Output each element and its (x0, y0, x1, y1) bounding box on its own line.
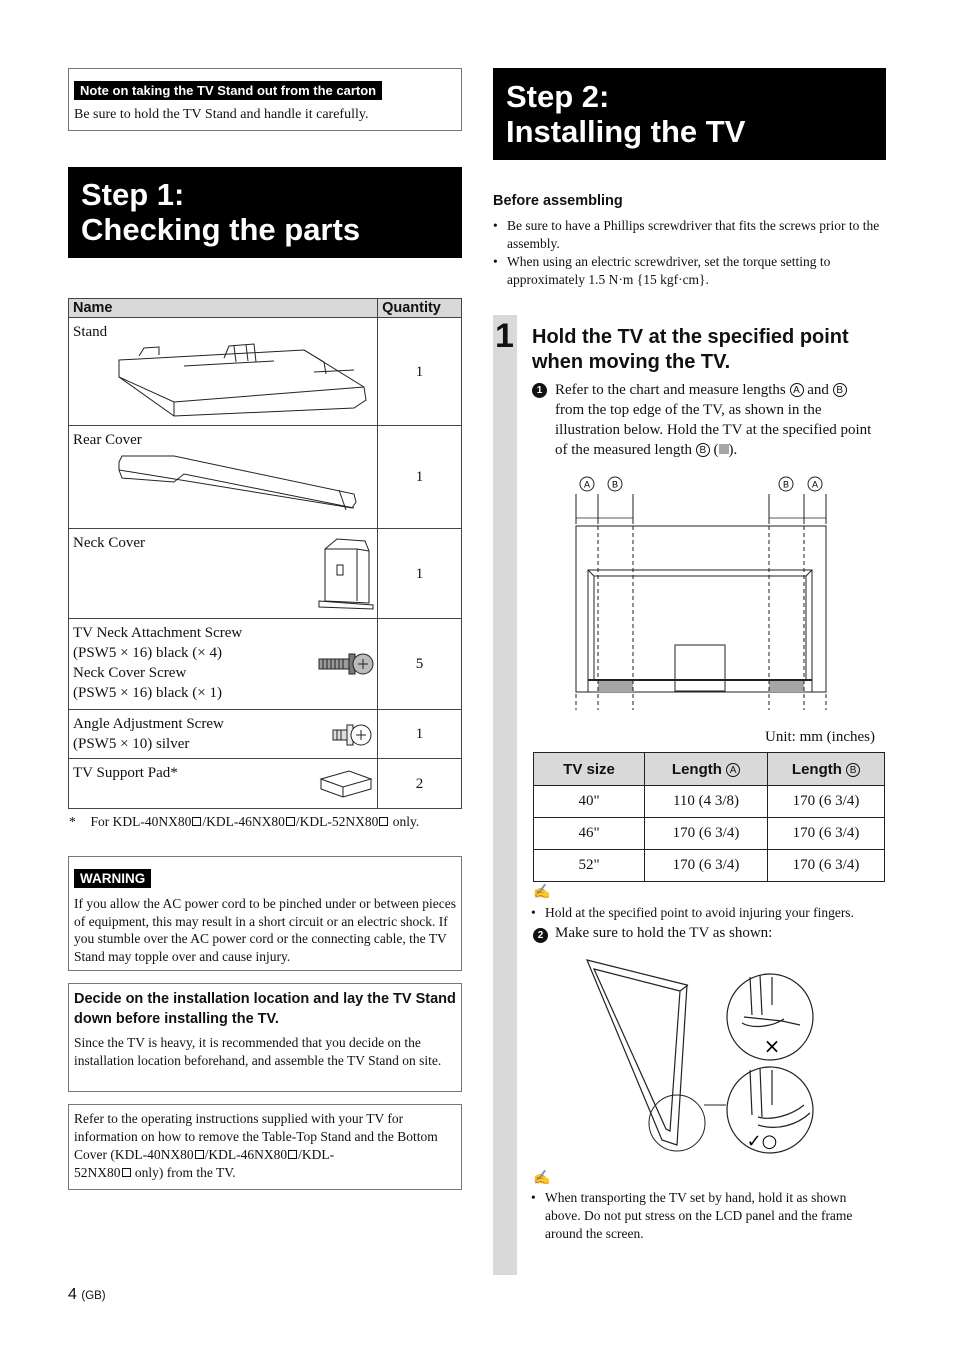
label-a-icon: A (790, 383, 804, 397)
grip-area-right (769, 680, 804, 692)
tv-holding-illustration (582, 955, 822, 1155)
model-placeholder-icon (286, 817, 295, 826)
part-name-line: TV Neck Attachment Screw (73, 625, 243, 641)
refer-text-1: Refer to the operating instructions supplied with your TV for information on how to remove the Table-Top Stand and the Bottom Cover (KDL-40NX80 (74, 1111, 438, 1162)
substep-1-text-b: from the top edge of the TV, as shown in the illustration below. Hold the TV at the specified point of the measured length (555, 402, 872, 458)
part-name: Neck Cover (73, 535, 146, 551)
refer-text-2: /KDL-46NX80 (204, 1147, 288, 1162)
footnote-text-2: /KDL-46NX80 (202, 814, 285, 829)
location-text: Since the TV is heavy, it is recommended that you decide on the installation location beforehand, and assemble the TV Stand on site. (74, 1035, 442, 1068)
footnote-text-1: For KDL-40NX80 (90, 814, 192, 829)
part-qty: 1 (378, 710, 462, 759)
model-placeholder-icon (288, 1150, 297, 1159)
step-item-number: 1 (495, 317, 514, 355)
table-row (534, 818, 885, 850)
diagram-label-a: A (811, 479, 819, 490)
substep-2-badge: 2 (533, 928, 548, 943)
location-title: Decide on the installation location and lay the TV Stand down before installing the TV. (74, 991, 456, 1027)
substep-1-text-c: ). (728, 442, 738, 458)
footnote-mark: * (69, 814, 76, 829)
part-qty: 1 (378, 318, 462, 426)
screw-long-illustration (317, 649, 377, 679)
unit-label: Unit: mm (inches) (765, 729, 875, 745)
wrong-hold-mark: × (763, 1034, 781, 1058)
diagram-label-b: B (611, 479, 619, 490)
before-assembling-title: Before assembling (493, 193, 623, 209)
rear-cover-illustration (114, 452, 374, 522)
carton-note-box (68, 68, 462, 131)
table-cell: 52" (534, 850, 645, 882)
table-cell: 40" (534, 786, 645, 818)
part-row-stand (69, 318, 378, 426)
page-number (68, 1286, 106, 1304)
part-name-line: Angle Adjustment Screw (73, 716, 224, 732)
refer-text-3: /KDL- (298, 1147, 335, 1162)
model-placeholder-icon (192, 817, 201, 826)
warning-box (68, 856, 462, 971)
model-placeholder-icon (122, 1168, 131, 1177)
note-pencil-icon: ✍ (533, 1171, 551, 1186)
substep-1-badge: 1 (532, 383, 547, 398)
part-name-line: (PSW5 × 16) black (× 4) (73, 645, 222, 661)
part-qty: 2 (378, 759, 462, 809)
carton-note-title: Note on taking the TV Stand out from the carton (74, 81, 382, 100)
label-b-icon: B (696, 443, 710, 457)
tv-size-table (533, 752, 885, 882)
length-a-text: Length (671, 760, 722, 778)
diagram-label-b: B (782, 479, 790, 490)
part-name: Rear Cover (73, 432, 142, 448)
part-name: TV Support Pad* (73, 765, 178, 781)
refer-text-4: 52NX80 (74, 1165, 121, 1180)
table-cell: 110 (4 3/8) (645, 786, 768, 818)
step2-line1: Step 2: (506, 79, 610, 114)
length-b-text: Length (791, 760, 842, 778)
label-b-icon: B (846, 763, 860, 777)
list-item: • When transporting the TV set by hand, hold it as shown above. Do not put stress on the LCD panel and the frame around the screen. (531, 1189, 881, 1243)
model-placeholder-icon (195, 1150, 204, 1159)
part-qty: 5 (378, 619, 462, 710)
parts-footnote (69, 814, 419, 830)
table-row (534, 786, 885, 818)
substep-2-text: Make sure to hold the TV as shown: (555, 925, 773, 941)
page-number-suffix: (GB) (81, 1290, 106, 1302)
table-cell: 170 (6 3/4) (645, 818, 768, 850)
parts-header-name: Name (69, 299, 378, 318)
substep-1-text-and: and (807, 382, 829, 398)
part-name: Stand (73, 324, 108, 340)
part-name-line: (PSW5 × 16) black (× 1) (73, 685, 222, 701)
note-1-list (531, 904, 886, 922)
step-item-heading: Hold the TV at the specified point when moving the TV. (532, 326, 849, 373)
part-row-neck-screw (69, 619, 378, 710)
part-qty: 1 (378, 426, 462, 529)
correct-hold-mark: ✓○ (746, 1131, 778, 1152)
step1-banner (68, 167, 462, 258)
footnote-text-4: only. (389, 814, 420, 829)
screw-short-illustration (331, 720, 375, 750)
list-item: • Hold at the specified point to avoid injuring your fingers. (531, 904, 886, 922)
size-header-tv: TV size (534, 753, 645, 786)
neck-cover-illustration (317, 537, 377, 615)
footnote-text-3: /KDL-52NX80 (295, 814, 379, 829)
part-row-angle-screw (69, 710, 378, 759)
support-pad-illustration (319, 767, 373, 801)
diagram-label-a: A (583, 479, 591, 490)
warning-text: If you allow the AC power cord to be pinched under or between pieces of equipment, this may result in a short circuit or an electric shock. If you stumble over the AC power cord or the connecting cable, the TV Stand may topple over and cause injury. (74, 896, 457, 964)
location-box (68, 983, 462, 1092)
size-header-length-b (768, 753, 885, 786)
part-qty: 1 (378, 529, 462, 619)
part-row-rear-cover (69, 426, 378, 529)
part-row-neck-cover (69, 529, 378, 619)
step1-line1: Step 1: (81, 177, 185, 212)
warning-label: WARNING (74, 869, 151, 888)
grip-area-icon (719, 444, 729, 454)
stand-illustration (114, 342, 374, 422)
tv-measurement-diagram (570, 472, 830, 712)
label-b-icon: B (833, 383, 847, 397)
note-pencil-icon: ✍ (533, 885, 551, 900)
label-a-icon: A (726, 763, 740, 777)
table-row (534, 850, 885, 882)
model-placeholder-icon (379, 817, 388, 826)
list-item: • When using an electric screwdriver, set the torque setting to approximately 1.5 N·m {15 kgf·cm}. (493, 253, 886, 289)
refer-box (68, 1104, 462, 1190)
table-cell: 170 (6 3/4) (768, 786, 885, 818)
note-2-list (531, 1189, 881, 1243)
substep-1-text-a: Refer to the chart and measure lengths (555, 382, 786, 398)
parts-header-quantity: Quantity (378, 299, 462, 318)
part-row-support-pad (69, 759, 378, 809)
step2-line2: Installing the TV (506, 114, 746, 149)
step-side-bar (493, 315, 517, 1275)
step2-banner (493, 68, 886, 160)
part-name-line: Neck Cover Screw (73, 665, 187, 681)
carton-note-text: Be sure to hold the TV Stand and handle it carefully. (74, 107, 369, 122)
table-cell: 46" (534, 818, 645, 850)
before-assembling-list (493, 217, 886, 289)
grip-area-left (598, 680, 633, 692)
table-cell: 170 (6 3/4) (645, 850, 768, 882)
part-name-line: (PSW5 × 10) silver (73, 736, 190, 752)
step1-line2: Checking the parts (81, 212, 361, 247)
list-item: • Be sure to have a Phillips screwdriver that fits the screws prior to the assembly. (493, 217, 886, 253)
refer-text (74, 1110, 460, 1182)
page-number-value: 4 (68, 1286, 77, 1303)
parts-table (68, 298, 462, 809)
table-cell: 170 (6 3/4) (768, 850, 885, 882)
table-cell: 170 (6 3/4) (768, 818, 885, 850)
refer-text-5: only) from the TV. (131, 1165, 236, 1180)
substep-1-text: Refer to the chart and measure lengths A and B from the top edge of the TV, as shown in the illustration below. Hold the TV at the specified point of the measured length B ( ). (555, 382, 872, 458)
size-header-length-a (645, 753, 768, 786)
